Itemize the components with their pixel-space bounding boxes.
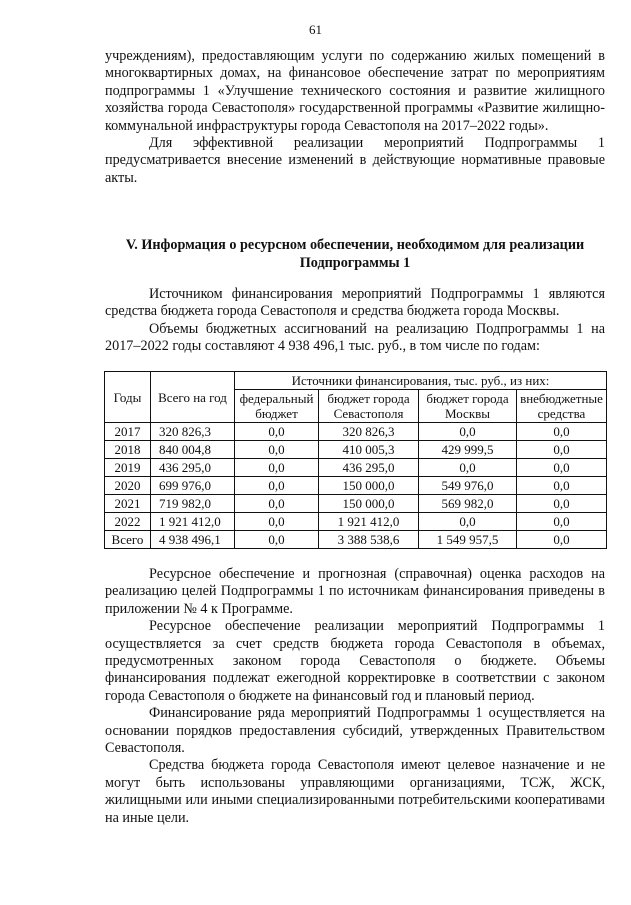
cell-federal: 0,0	[235, 513, 319, 531]
paragraph-intro-2: Для эффективной реализации мероприятий Подпрограммы 1 предусматривается внесение изменений в действующие нормативные правовые акты.	[105, 135, 605, 186]
header-federal: федеральный бюджет	[235, 390, 319, 423]
cell-total: 4 938 496,1	[151, 531, 235, 549]
table-row	[105, 441, 607, 459]
cell-moscow: 429 999,5	[419, 441, 517, 459]
header-total: Всего на год	[151, 372, 235, 423]
cell-sevastopol: 3 388 538,6	[319, 531, 419, 549]
cell-total: 699 976,0	[151, 477, 235, 495]
cell-moscow: 569 982,0	[419, 495, 517, 513]
table-row	[105, 495, 607, 513]
cell-federal: 0,0	[235, 477, 319, 495]
closing-text	[105, 566, 605, 827]
cell-total: 1 921 412,0	[151, 513, 235, 531]
cell-federal: 0,0	[235, 495, 319, 513]
cell-other: 0,0	[517, 441, 607, 459]
table-row	[105, 459, 607, 477]
cell-sevastopol: 320 826,3	[319, 423, 419, 441]
section-heading: V. Информация о ресурсном обеспечении, необходимом для реализации Подпрограммы 1	[125, 237, 585, 271]
cell-moscow: 0,0	[419, 423, 517, 441]
page-number: 61	[309, 22, 322, 37]
header-moscow: бюджет города Москвы	[419, 390, 517, 423]
cell-year: Всего	[105, 531, 151, 549]
cell-total: 320 826,3	[151, 423, 235, 441]
cell-total: 436 295,0	[151, 459, 235, 477]
header-sevastopol: бюджет города Севастополя	[319, 390, 419, 423]
funding-text	[105, 286, 605, 356]
cell-moscow: 1 549 957,5	[419, 531, 517, 549]
paragraph-resource-provision: Ресурсное обеспечение реализации мероприятий Подпрограммы 1 осуществляется за счет средств бюджета города Севастополя в объемах, предусмотренных законом города Севастополя о бюджете. Объемы финансирования подлежат ежегодной корректировке в соответствии с законом города Севастополя о бюджете на финансовый год и плановый период.	[105, 618, 605, 704]
table-row	[105, 513, 607, 531]
cell-sevastopol: 1 921 412,0	[319, 513, 419, 531]
cell-year: 2019	[105, 459, 151, 477]
table-row	[105, 477, 607, 495]
paragraph-intro-1: учреждениям), предоставляющим услуги по содержанию жилых помещений в многоквартирных домах, на финансовое обеспечение затрат по мероприятиям подпрограммы 1 «Улучшение технического состояния и развитие жилищного хозяйства города Севастополя» государственной программы «Развитие жилищно-коммунальной инфраструктуры города Севастополя на 2017–2022 годы».	[105, 48, 605, 134]
cell-total: 719 982,0	[151, 495, 235, 513]
cell-moscow: 549 976,0	[419, 477, 517, 495]
cell-federal: 0,0	[235, 441, 319, 459]
cell-moscow: 0,0	[419, 513, 517, 531]
cell-sevastopol: 150 000,0	[319, 477, 419, 495]
financing-table	[104, 371, 607, 549]
paragraph-funding-sources: Источником финансирования мероприятий Подпрограммы 1 являются средства бюджета города Севастополя и средства бюджета города Москвы.	[105, 286, 605, 320]
cell-year: 2020	[105, 477, 151, 495]
cell-sevastopol: 150 000,0	[319, 495, 419, 513]
cell-year: 2022	[105, 513, 151, 531]
header-sources: Источники финансирования, тыс. руб., из них:	[235, 372, 607, 390]
intro-text	[105, 48, 605, 187]
paragraph-subsidies: Финансирование ряда мероприятий Подпрограммы 1 осуществляется на основании порядков предоставления субсидий, утвержденных Правительством Севастополя.	[105, 705, 605, 757]
cell-sevastopol: 436 295,0	[319, 459, 419, 477]
cell-federal: 0,0	[235, 423, 319, 441]
paragraph-resource-estimate: Ресурсное обеспечение и прогнозная (справочная) оценка расходов на реализацию целей Подпрограммы 1 по источникам финансирования приведены в приложении № 4 к Программе.	[105, 566, 605, 617]
table-row-total	[105, 531, 607, 549]
cell-total: 840 004,8	[151, 441, 235, 459]
cell-other: 0,0	[517, 459, 607, 477]
cell-other: 0,0	[517, 423, 607, 441]
cell-year: 2018	[105, 441, 151, 459]
cell-other: 0,0	[517, 513, 607, 531]
paragraph-budget-volume: Объемы бюджетных ассигнований на реализацию Подпрограммы 1 на 2017–2022 годы составляют 4 938 496,1 тыс. руб., в том числе по годам:	[105, 320, 605, 355]
cell-year: 2021	[105, 495, 151, 513]
cell-sevastopol: 410 005,3	[319, 441, 419, 459]
cell-other: 0,0	[517, 477, 607, 495]
cell-moscow: 0,0	[419, 459, 517, 477]
header-other: внебюджетные средства	[517, 390, 607, 423]
cell-year: 2017	[105, 423, 151, 441]
cell-other: 0,0	[517, 495, 607, 513]
paragraph-target-use: Средства бюджета города Севастополя имеют целевое назначение и не могут быть использованы управляющими организациями, ТСЖ, ЖСК, жилищными или иными специализированными потребительскими кооперативами на иные цели.	[105, 757, 605, 826]
header-year: Годы	[105, 372, 151, 423]
cell-federal: 0,0	[235, 531, 319, 549]
cell-other: 0,0	[517, 531, 607, 549]
cell-federal: 0,0	[235, 459, 319, 477]
table-row	[105, 423, 607, 441]
